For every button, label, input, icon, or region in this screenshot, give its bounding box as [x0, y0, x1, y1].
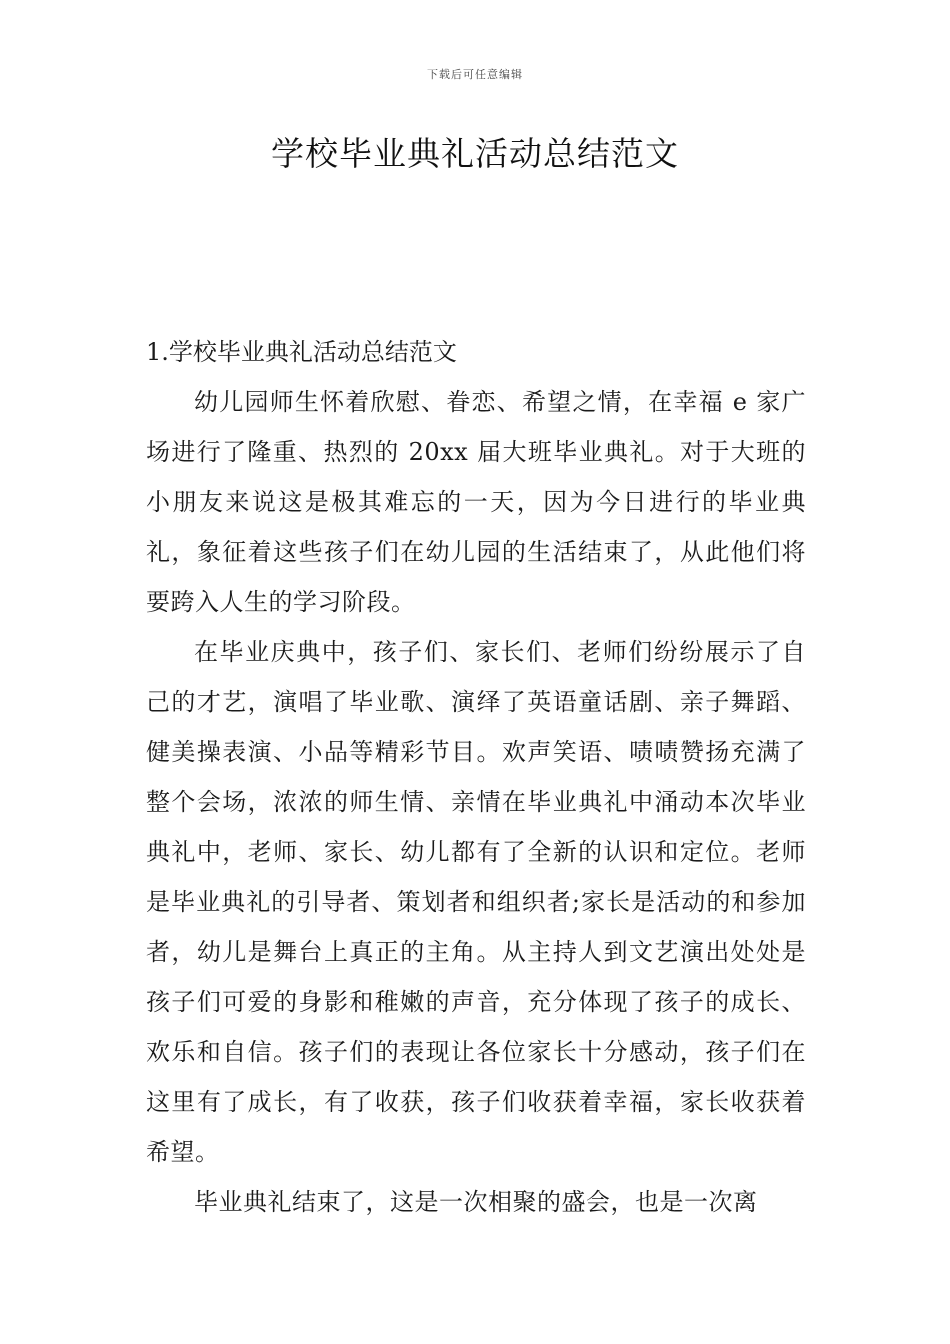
paragraph-3: 毕业典礼结束了，这是一次相聚的盛会，也是一次离	[194, 1188, 758, 1216]
paragraph-2: 在毕业庆典中，孩子们、家长们、老师们纷纷展示了自己的才艺，演唱了毕业歌、演绎了英语童话剧、亲子舞蹈、健美操表演、小品等精彩节目。欢声笑语、啧啧赞扬充满了整个会场，浓浓的师生情、亲情在毕业典礼中涌动本次毕业典礼中，老师、家长、幼儿都有了全新的认识和定位。老师是毕业典礼的引导者、策划者和组织者;家长是活动的和参加者，幼儿是舞台上真正的主角。从主持人到文艺演出处处是孩子们可爱的身影和稚嫩的声音，充分体现了孩子的成长、欢乐和自信。孩子们的表现让各位家长十分感动，孩子们在这里有了成长，有了收获，孩子们收获着幸福，家长收获着希望。	[146, 638, 806, 1166]
document-title: 学校毕业典礼活动总结范文	[271, 134, 679, 173]
paragraph-1: 幼儿园师生怀着欣慰、眷恋、希望之情，在幸福 e 家广场进行了隆重、热烈的 20xx 届大班毕业典礼。对于大班的小朋友来说这是极其难忘的一天，因为今日进行的毕业典礼，象征着这些孩子们在幼儿园的生活结束了，从此他们将要跨入人生的学习阶段。	[146, 388, 806, 616]
section-heading: 1.学校毕业典礼活动总结范文	[146, 338, 457, 366]
header-note: 下载后可任意编辑	[427, 68, 523, 81]
document-body	[146, 327, 806, 1227]
